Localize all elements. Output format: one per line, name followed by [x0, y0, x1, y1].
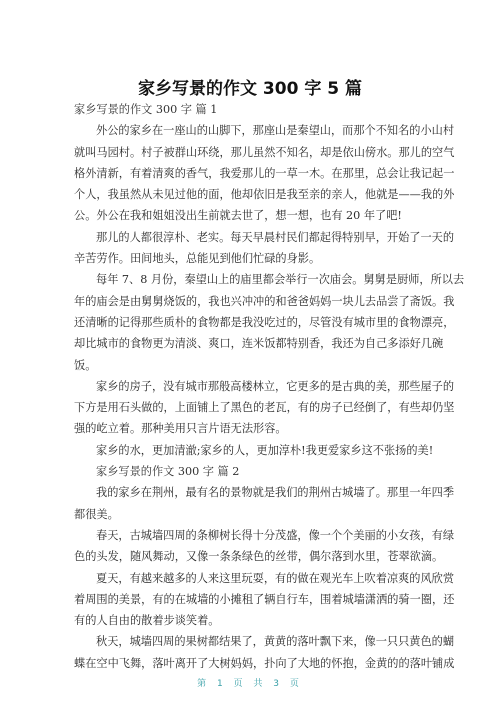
text-line: 每年 7、8 月份，秦望山上的庙里都会举行一次庙会。舅舅是厨师，所以去	[96, 273, 465, 287]
text-line: 下方是用石头做的，上面铺上了黑色的老瓦，有的房子已经倒了，有些却仍坚	[74, 401, 455, 415]
text-line: 强的屹立着。那种美用只言片语无法形容。	[74, 422, 287, 436]
page-footer: 第 1 页 共 3 页	[197, 679, 303, 689]
text-line: 就叫马园村。村子被群山环绕，那儿虽然不知名，却是依山傍水。那儿的空气	[74, 145, 455, 159]
text-line: 还清晰的记得那些质朴的食物都是我没吃过的，尽管没有城市里的食物漂亮，	[74, 315, 455, 329]
text-line: 饭。	[74, 358, 97, 372]
text-line: 夏天，有越来越多的人来这里玩耍，有的做在观光车上吹着凉爽的风欣赏	[96, 571, 455, 585]
text-line: 那儿的人都很淳朴、老实。每天早晨村民们都起得特别早，开始了一天的	[96, 230, 455, 244]
text-line: 春天，古城墙四周的条柳树长得十分茂盛，像一个个美丽的小女孩，有绿	[96, 528, 455, 542]
document-body	[74, 99, 465, 674]
text-line: 格外清新，有着清爽的香气，我爱那儿的一草一木。在那里，总会让我记起一	[74, 166, 455, 180]
text-line: 家乡的房子，没有城市那般高楼林立，它更多的是古典的美，那些屋子的	[96, 379, 455, 393]
text-line: 个人，我虽然从未见过他的面，他却依旧是我至亲的亲人，他就是——我的外	[74, 188, 455, 202]
text-line: 辛苦劳作。田间地头，总能见到他们忙碌的身影。	[74, 252, 321, 266]
document-title: 家乡写景的作文 300 字 5 篇	[138, 79, 362, 99]
text-line: 都很美。	[74, 507, 119, 521]
text-line: 年的庙会是由舅舅烧饭的，我也兴冲冲的和爸爸妈妈一块儿去品尝了斋饭。我	[74, 294, 455, 308]
text-line: 着周围的美景，有的在城墙的小摊租了辆自行车，围着城墙潇洒的骑一圈，还	[74, 592, 455, 606]
text-line: 我的家乡在荆州，最有名的景物就是我们的荆州古城墙了。那里一年四季	[96, 486, 455, 500]
text-line: 有的人自由的散着步谈笑着。	[74, 614, 220, 628]
text-line: 色的头发，随风舞动，又像一条条绿色的丝带，偶尔落到水里，苍翠欲滴。	[74, 550, 444, 564]
section-heading: 家乡写景的作文 300 字 篇 2	[96, 465, 240, 479]
text-line: 家乡的水，更加清澈;家乡的人，更加淳朴!我更爱家乡这不张扬的美!	[96, 443, 434, 457]
text-line: 外公的家乡在一座山的山脚下，那座山是秦望山，而那个不知名的小山村	[96, 124, 455, 138]
text-line: 公。外公在我和姐姐没出生前就去世了，想一想，也有 20 年了吧!	[74, 209, 402, 223]
text-line: 却比城市的食物更为清淡、爽口，连米饭都特别香，我还为自己多添好几碗	[74, 337, 444, 351]
text-line: 蝶在空中飞舞，落叶离开了大树妈妈，扑向了大地的怀抱，金黄的的落叶铺成	[74, 656, 455, 670]
section-heading: 家乡写景的作文 300 字 篇 1	[74, 103, 218, 116]
text-line: 秋天，城墙四周的果树都结果了，黄黄的落叶飘下来，像一只只黄色的蝴	[96, 635, 455, 649]
